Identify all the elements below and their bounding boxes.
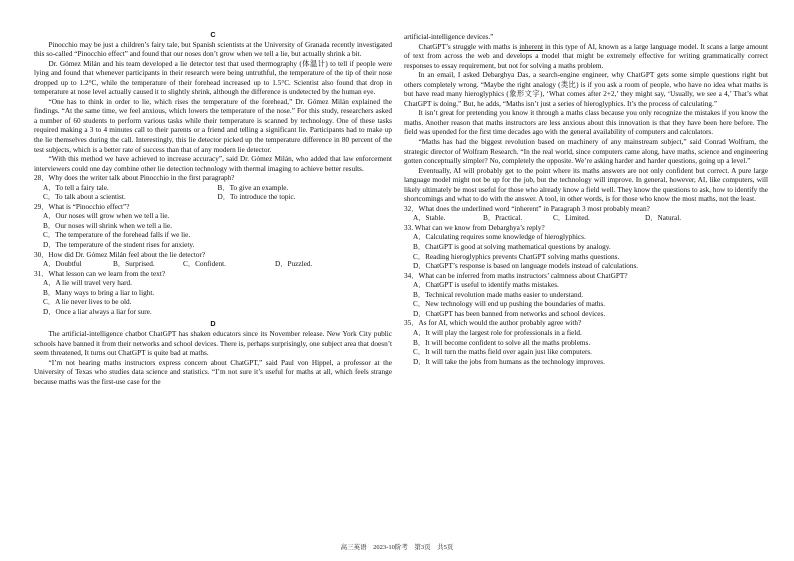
option-31-a: A．A lie will travel very hard. (43, 279, 132, 288)
question-32: 32．What does the underlined word “inherent” in Paragraph 3 most probably mean? (404, 204, 650, 213)
question-29: 29．What is “Pinocchio effect”? (34, 202, 130, 211)
option-30-d: D．Puzzled. (275, 260, 313, 269)
underlined-word-inherent: inherent (519, 42, 544, 51)
page-footer: 高三英语 2023-10阶考 第3页 共5页 (340, 544, 454, 552)
passage-d-paragraph-6: “Maths has had the biggest revolution based on machinery of any mainstream subject,” said Conrad Wolfram, the strategic director of Wolfram Research. “In the real world, since computers came along, have maths, science and engineering gotten conceptually simpler? No, completely the opposite. We’re asking harder and harder questions, going up a level.” (404, 138, 768, 166)
option-33-c: C．Reading hieroglyphics prevents ChatGPT solving maths questions. (413, 252, 620, 261)
right-column (404, 33, 768, 367)
option-30-a: A．Doubtful (43, 260, 82, 269)
question-28-options-2 (34, 193, 392, 203)
section-heading-d: D (210, 319, 216, 329)
option-32-d: D．Natural. (645, 214, 682, 223)
question-35: 35．As for AI, which would the author probably agree with? (404, 319, 582, 328)
passage-c-paragraph-3: “One has to think in order to lie, which rises the temperature of the forehead,” Dr. Gómez Milán explained the findings. “At the same time, we feel anxious, which lowers the temperature of the nose.” For this study, researchers asked a number of 60 students to perform various tasks while their temperature is scanned by technology. One of these tasks required making a 3 to 4 minutes call to their parents or a friend and telling a significant lie. Participants had to make up the lie themselves during the call. Interestingly, this lie detector picked up the temperature difference in 80 percent of the test subjects, which is a better rate of success than that of any modern lie detector. (34, 97, 392, 154)
question-34: 34．What can be inferred from maths instructors’ calmness about ChatGPT? (404, 271, 628, 280)
option-28-a: A．To tell a fairy tale. (43, 183, 109, 192)
question-28: 28．Why does the writer talk about Pinocchio in the first paragraph? (34, 174, 235, 183)
option-34-d: D．ChatGPT has been banned from networks and school devices. (413, 309, 606, 318)
option-28-b: B．To give an example. (217, 183, 289, 192)
option-35-d: D．It will take the jobs from humans as the technology improves. (413, 357, 605, 366)
passage-d-paragraph-2-continued: artificial-intelligence devices.” (404, 33, 494, 41)
option-34-c: C．New technology will end up pushing the boundaries of maths. (413, 300, 606, 309)
passage-c-paragraph-1: Pinocchio may be just a children’s fairy tale, but Spanish scientists at the University of Granada recently investigated this so-called “Pinocchio effect” and found that our noses don’t grow when we tell a lie, but actually shrink a bit. (34, 40, 392, 59)
option-32-b: B．Practical. (483, 214, 523, 223)
option-35-a: A．It will play the largest role for professionals in a field. (413, 328, 582, 337)
option-29-a: A．Our noses will grow when we tell a lie. (43, 212, 170, 221)
passage-c-paragraph-4: “With this method we have achieved to increase accuracy”, said Dr. Gómez Milán, who added that law enforcement interviewers could one day combine other lie detection technology with thermal imaging to achieve better results. (34, 155, 392, 173)
option-30-c: C．Confident. (183, 260, 226, 269)
option-32-a: A．Stable. (413, 214, 446, 223)
paragraph-3-text-end: in this type of AI, known as a large language model. It scans a large amount of text from across the web and develops a model that might be extremely effective for writing grammatically correct responses to essay requirement, but not for solving a maths problem. (404, 42, 769, 70)
passage-d-paragraph-4: In an email, I asked Debarghya Das, a search-engine engineer, why ChatGPT gets some simple questions right but others completely wrong. “Maybe the right analogy (类比) is if you ask a room of people, who have no idea what maths is but have read many hieroglyphics (象形文字), ‘What comes after 2+2,’ they might say, ‘Usually, we see a 4,’ That’s what ChatGPT is doing.” But, he adds, “Maths isn’t just a series of hieroglyphics. It’s the process of calculating.” (404, 71, 768, 108)
option-33-a: A．Calculating requires some knowledge of hieroglyphics. (413, 233, 586, 242)
passage-d-paragraph-7: Eventually, AI will probably get to the point where its maths answers are not only confident but correct. A pure large language model might not be up for the job, but the technology will improve. In general, however, AI, like computers, will likely ultimately be most useful for those who already know a field well. They know the questions to ask, how to identify the shortcomings and what to do with the answer. A tool, in other words, is for those who know the most maths, not the least. (404, 166, 768, 204)
passage-d-paragraph-2: “I’m not hearing maths instructors express concern about ChatGPT,” said Paul von Hippel, a professor at the University of Texas who studies data science and statistics. “I’m not sure it’s useful for maths at all, which feels strange because maths was the first-use case for the (34, 358, 392, 386)
question-31: 31．What lesson can we learn from the text? (34, 269, 166, 278)
question-30: 30．How did Dr. Gómez Milán feel about the lie detector? (34, 250, 206, 259)
left-column (34, 28, 392, 387)
passage-d-paragraph-5: It isn’t great for pretending you know it through a maths class because you only recognize the mistakes if you know the maths. Another reason that maths instructors are less anxious about this innovation is that they have been here before. The field was upended for the first time decades ago with the general availability of computers and calculators. (404, 109, 768, 137)
option-33-d: D．ChatGPT’s response is based on language models instead of calculations. (413, 262, 639, 271)
option-28-c: C．To talk about a scientist. (43, 193, 126, 202)
option-28-d: D．To introduce the topic. (217, 193, 296, 202)
passage-c-paragraph-2: Dr. Gómez Milán and his team developed a lie detector test that used thermography (体温计) to tell if people were lying and found that whenever participants in their research were being untruthful, the temperature of the tip of their nose dropped up to 1.2°C, while the temperature of their forehead increased up to 1.5°C. Scientist also found that drop in temperature at nose level actually caused it to slightly shrink, although the difference is undetected by the human eye. (34, 59, 392, 97)
section-heading-c: C (210, 30, 216, 39)
option-30-b: B．Surprised. (113, 260, 155, 269)
question-28-options (34, 184, 392, 194)
option-35-c: C．It will turn the maths field over again just like computers. (413, 348, 592, 357)
option-29-d: D．The temperature of the student rises for anxiety. (43, 241, 195, 250)
option-29-c: C．The temperature of the forehead falls if we lie. (43, 231, 191, 240)
option-32-c: C．Limited. (553, 214, 590, 223)
option-35-b: B．It will become confident to solve all the maths problems. (413, 338, 591, 347)
question-30-options (34, 260, 392, 270)
passage-d-paragraph-1: The artificial-intelligence chatbot ChatGPT has shaken educators since its November release. New York City public schools have banned it from their networks and school devices. There is, perhaps surprisingly, one subject area that doesn’t seem threatened, It turns out ChatGPT is quite bad at maths. (34, 329, 392, 358)
option-31-d: D．Once a liar always a liar for sure. (43, 307, 152, 316)
option-34-a: A．ChatGPT is useful to identify maths mistakes. (413, 281, 559, 290)
option-34-b: B．Technical revolution made maths easier to understand. (413, 290, 584, 299)
paragraph-3-text-start: ChatGPT’s struggle with maths is (418, 42, 520, 51)
passage-d-paragraph-3 (404, 43, 768, 72)
option-29-b: B．Our noses will shrink when we tell a lie. (43, 221, 173, 230)
question-33: 33. What can we know from Debarghya’s reply? (404, 223, 545, 232)
option-31-c: C．A lie never lives to be old. (43, 298, 132, 307)
question-32-options (404, 214, 768, 224)
option-33-b: B．ChatGPT is good at solving mathematical questions by analogy. (413, 243, 611, 252)
option-31-b: B．Many ways to bring a liar to light. (43, 288, 155, 297)
